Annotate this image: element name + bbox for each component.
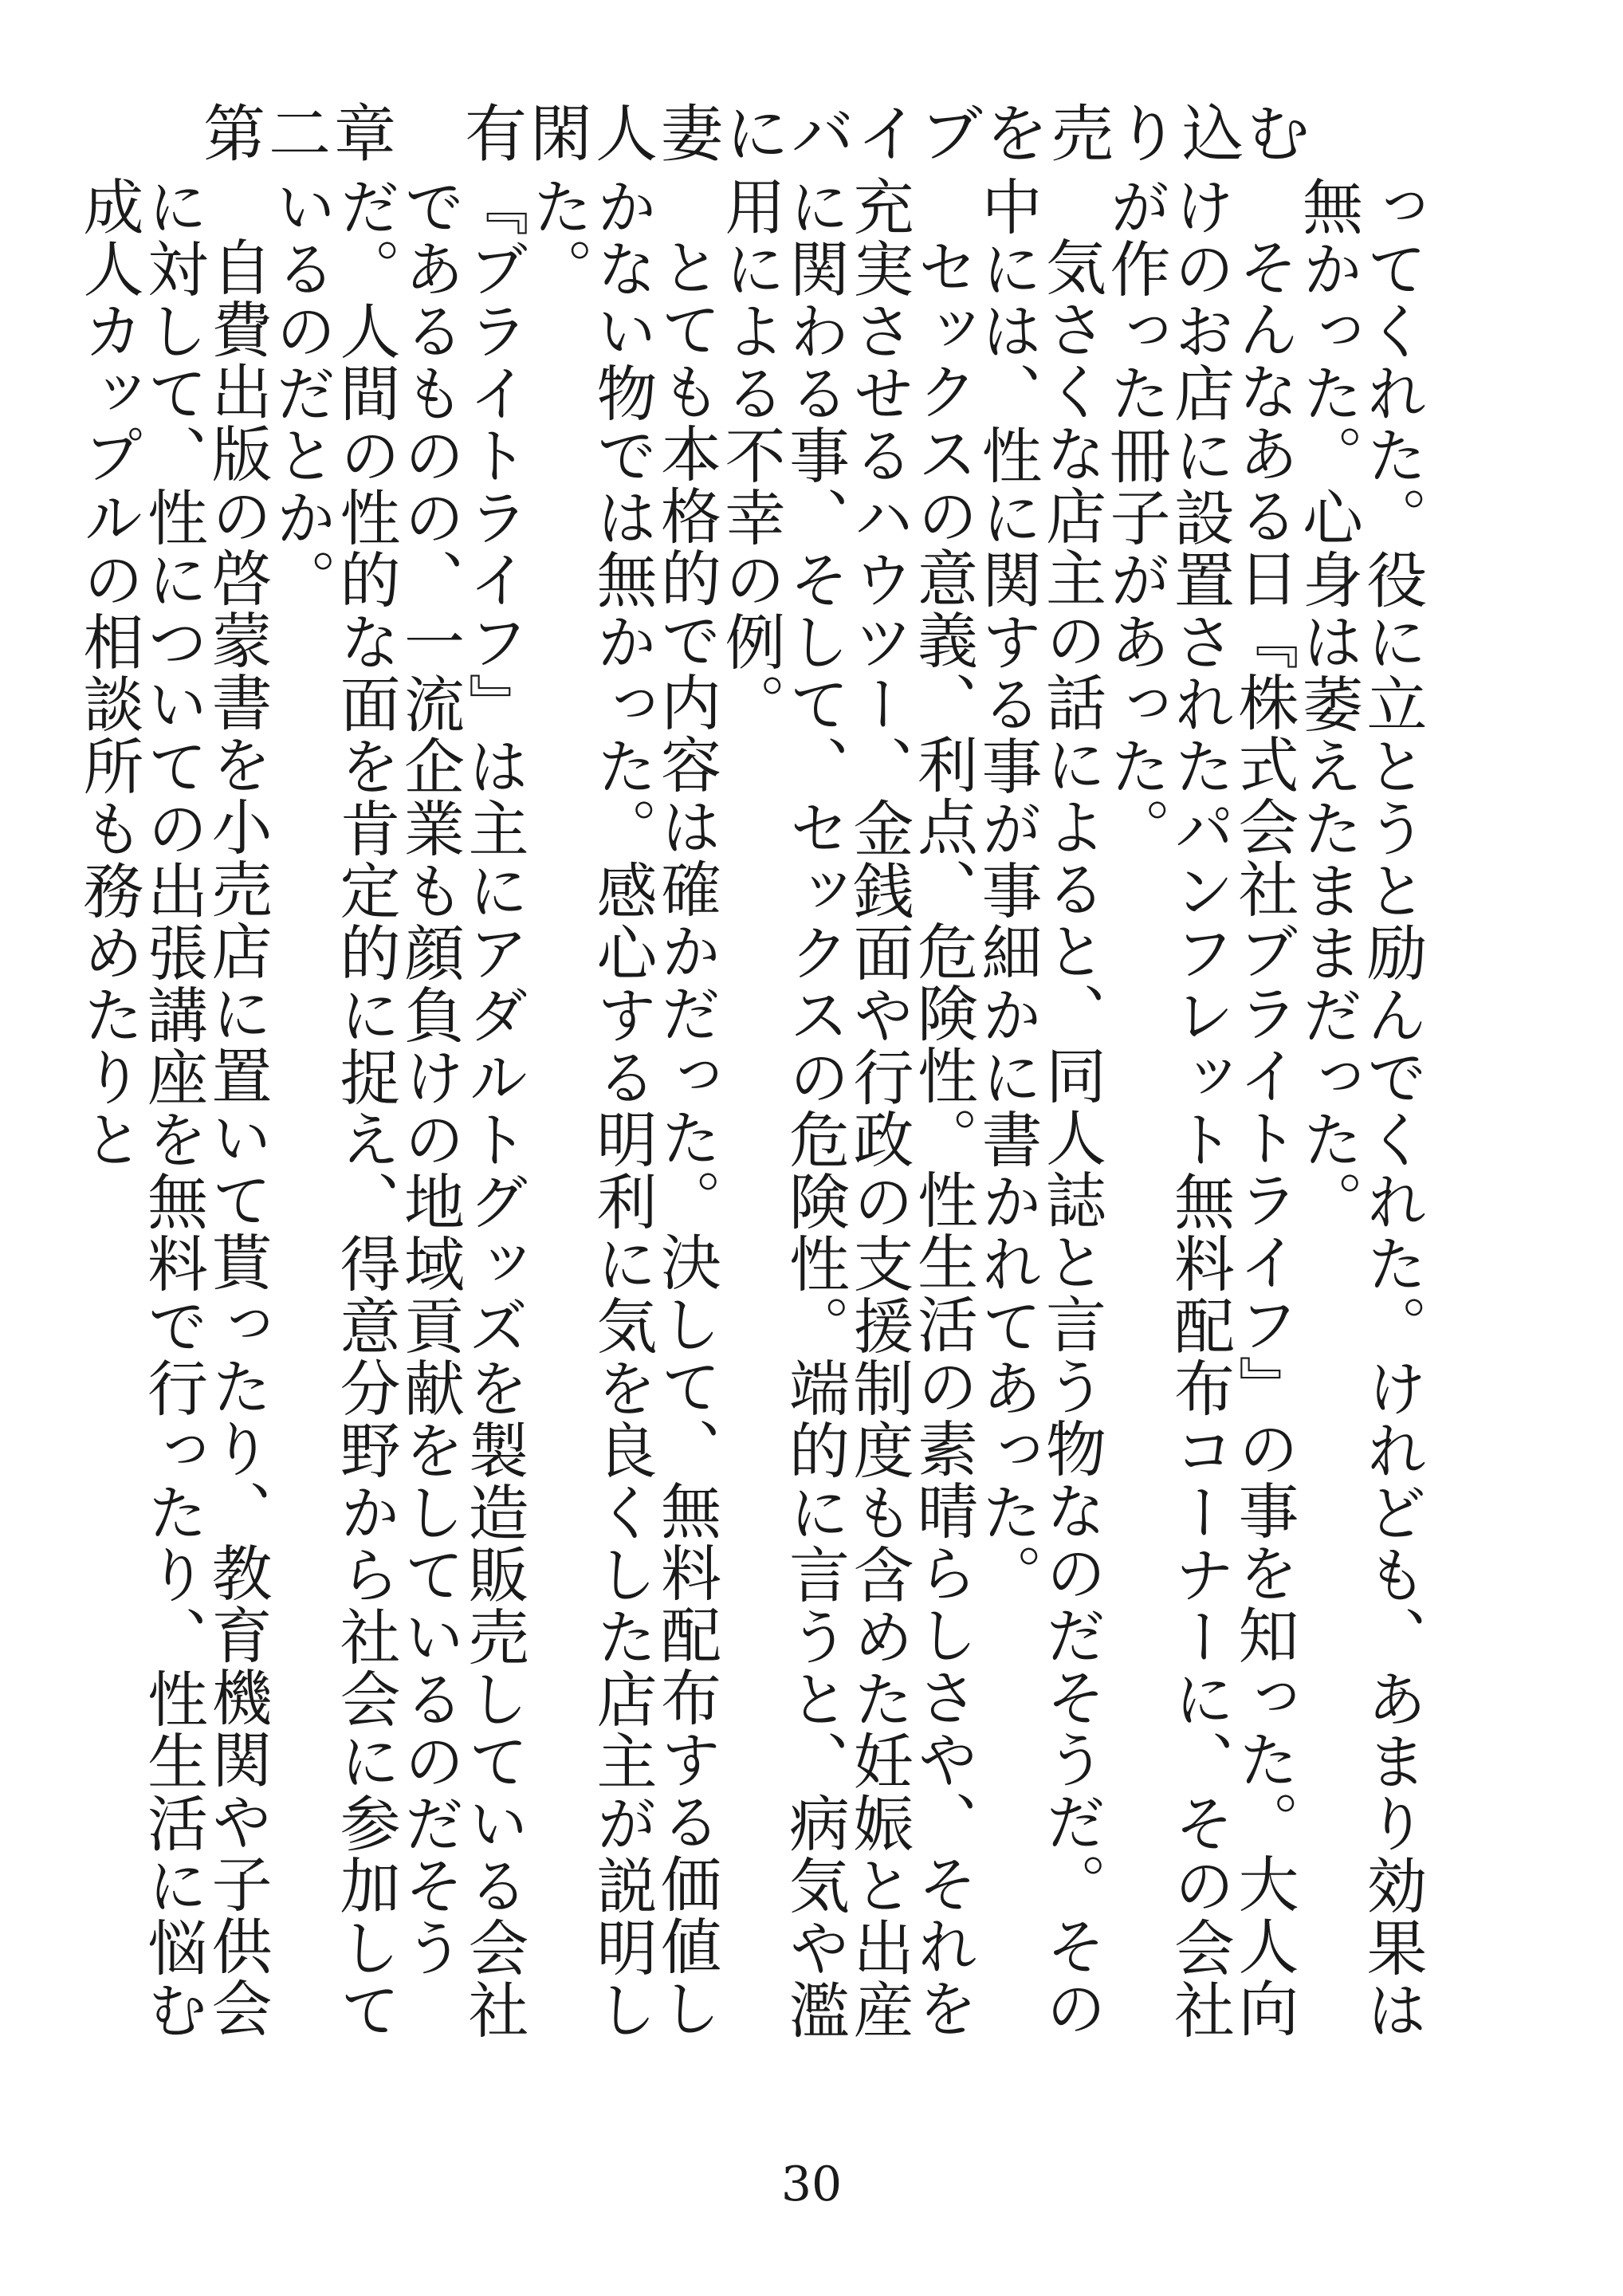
paragraph: 『ブライトライフ』は主にアダルトグッズを製造販売している会社であるものの、一流企業も顔負けの地域貢献をしているのだそうだ。人間の性的な面を肯定的に捉え、得意分野から社会に参加しているのだとか。	[265, 175, 529, 2041]
paragraph: 気さくな店主の話によると、同人誌と言う物なのだそうだ。その中には、性に関する事が事細かに書かれてあった。	[972, 175, 1107, 2039]
paragraph: セックスの意義、利点、危険性。性生活の素晴らしさや、それを充実させるハウツー、金銭面や行政の支援制度も含めた妊娠と出産に関わる事、そして、セックスの危険性。端的に言うと、病気や濫用による不幸の例。	[715, 175, 979, 2041]
paragraph: ってくれた。役に立とうと励んでくれた。けれども、あまり効果は無かった。心身は萎えたままだった。	[1292, 175, 1428, 2041]
page-number: 30	[780, 2156, 843, 2212]
chapter-title: 第二章 有閑人妻にバイブを売り込む	[203, 99, 1313, 171]
body-text	[73, 175, 1428, 2097]
paragraph: 自費出版の啓蒙書を小売店に置いて貰ったり、教育機関や子供会に対して、性についての出張講座を無料で行ったり、性生活に悩む成人カップルの相談所も務めたりと	[73, 175, 273, 2041]
paragraph: そんなある日『株式会社ブライトライフ』の事を知った。大人向けのお店に設置されたパンフレット無料配布コーナーに、その会社が作った冊子があった。	[1100, 175, 1299, 2041]
paragraph: とても本格的で内容は確かだった。決して、無料配布する価値しかない物では無かった。感心する明利に気を良くした店主が説明した。	[522, 175, 722, 2041]
